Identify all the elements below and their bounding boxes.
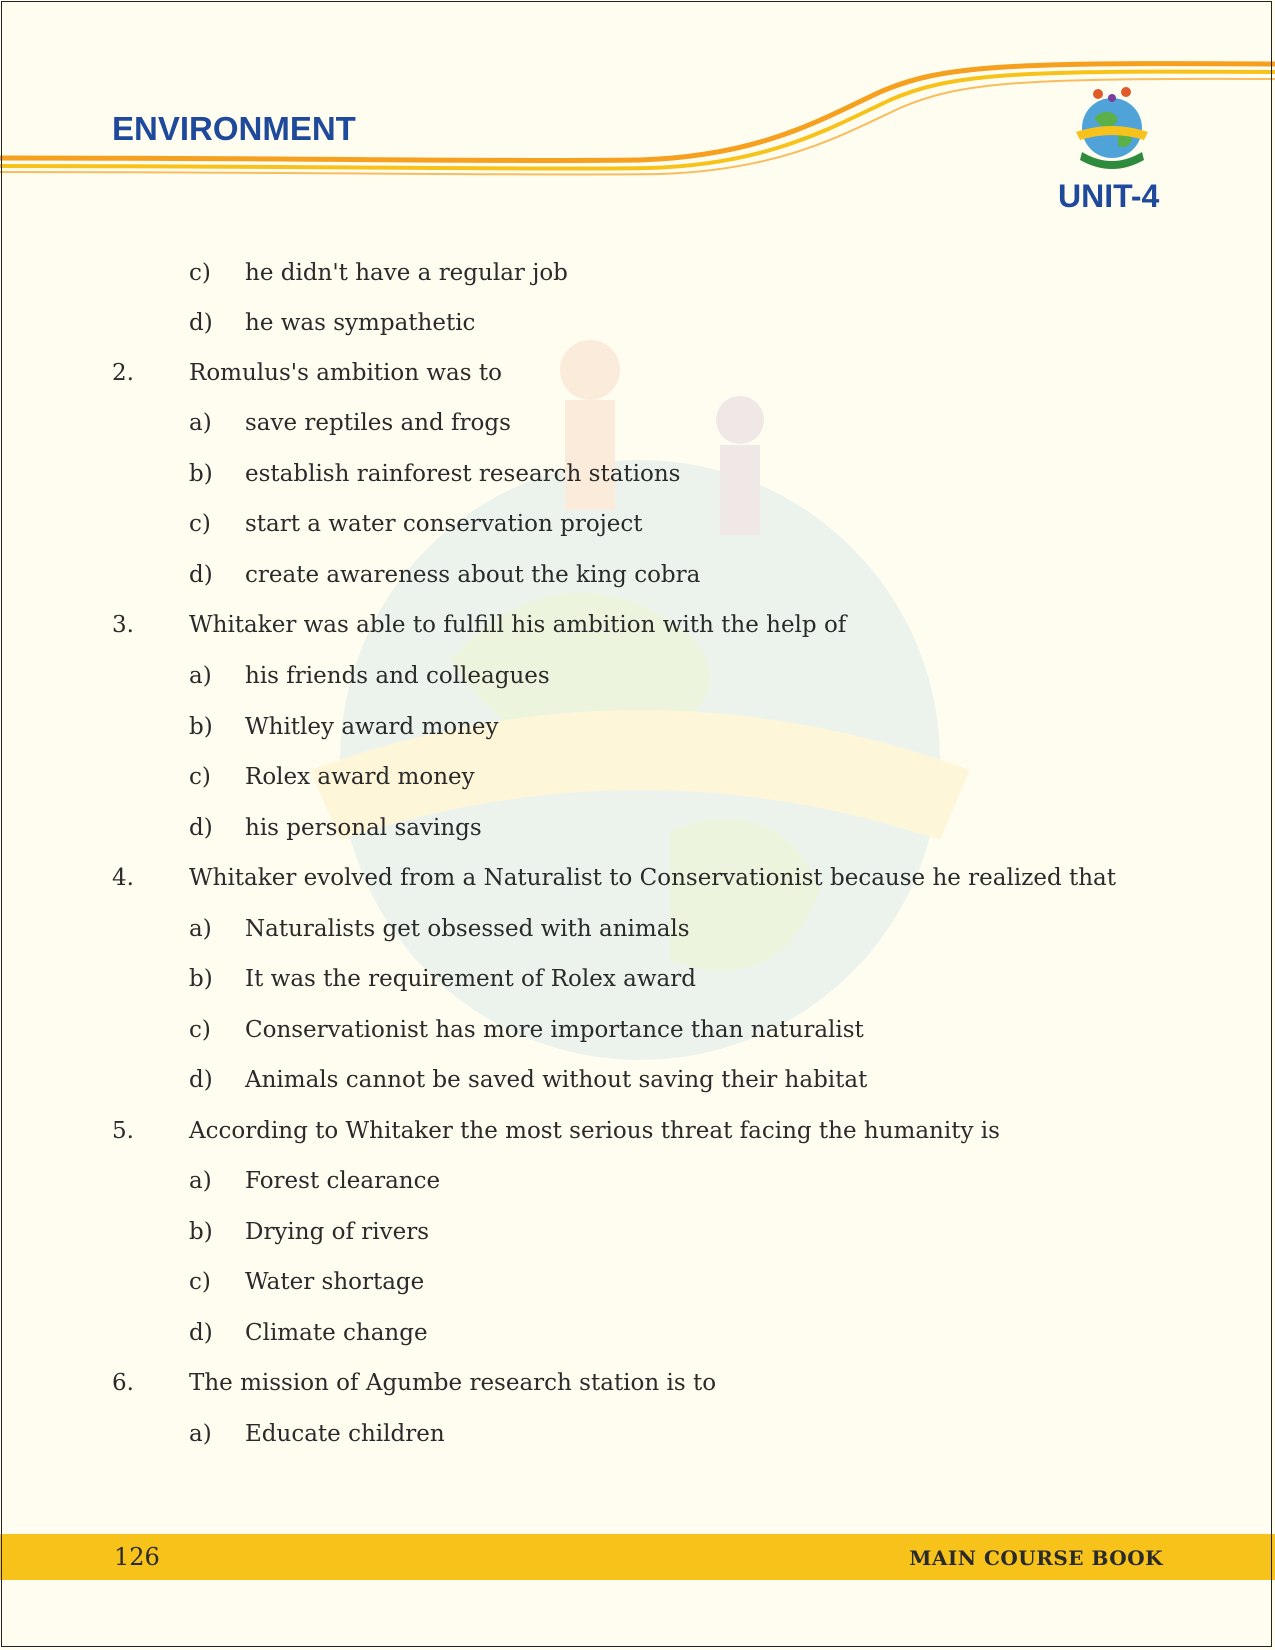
option-text: Animals cannot be saved without saving their habitat <box>245 1067 868 1093</box>
option-letter: c) <box>189 764 211 790</box>
question-text: Whitaker was able to fulfill his ambition with the help of <box>189 612 847 638</box>
option-letter: a) <box>189 1168 212 1194</box>
question-number: 4. <box>112 865 134 891</box>
question-number: 3. <box>112 612 134 638</box>
option-text: save reptiles and frogs <box>245 410 511 436</box>
option-letter: b) <box>189 714 213 740</box>
option-letter: b) <box>189 966 213 992</box>
question-text: Romulus's ambition was to <box>189 360 502 386</box>
option-letter: c) <box>189 1269 211 1295</box>
option-text: his personal savings <box>245 815 482 841</box>
option-letter: b) <box>189 1219 213 1245</box>
option-letter: d) <box>189 1320 213 1346</box>
option-text: start a water conservation project <box>245 511 643 537</box>
question-number: 2. <box>112 360 134 386</box>
option-text: establish rainforest research stations <box>245 461 681 487</box>
option-letter: d) <box>189 1067 213 1093</box>
option-text: Educate children <box>245 1421 445 1447</box>
option-text: Conservationist has more importance than naturalist <box>245 1017 864 1043</box>
section-title: ENVIRONMENT <box>112 110 356 147</box>
option-text: Drying of rivers <box>245 1219 430 1245</box>
option-letter: c) <box>189 1017 211 1043</box>
question-text: According to Whitaker the most serious threat facing the humanity is <box>189 1118 1000 1144</box>
option-letter: d) <box>189 310 213 336</box>
option-letter: b) <box>189 461 213 487</box>
question-text: The mission of Agumbe research station is to <box>189 1370 717 1396</box>
option-text: Rolex award money <box>245 764 475 790</box>
option-letter: a) <box>189 663 212 689</box>
option-text: Water shortage <box>245 1269 425 1295</box>
option-text: It was the requirement of Rolex award <box>245 966 696 992</box>
option-text: Forest clearance <box>245 1168 441 1194</box>
option-letter: c) <box>189 511 211 537</box>
option-text: he didn't have a regular job <box>245 260 568 286</box>
option-letter: a) <box>189 916 212 942</box>
option-letter: a) <box>189 1421 212 1447</box>
option-letter: c) <box>189 260 211 286</box>
question-number: 5. <box>112 1118 134 1144</box>
option-letter: d) <box>189 815 213 841</box>
option-text: his friends and colleagues <box>245 663 550 689</box>
option-letter: a) <box>189 410 212 436</box>
globe-children-logo-icon <box>1068 82 1156 178</box>
option-text: Whitley award money <box>245 714 499 740</box>
option-text: Naturalists get obsessed with animals <box>245 916 690 942</box>
book-name: MAIN COURSE BOOK <box>909 1546 1163 1570</box>
option-text: Climate change <box>245 1320 428 1346</box>
question-text: Whitaker evolved from a Naturalist to Conservationist because he realized that <box>189 865 1116 891</box>
page-number: 126 <box>114 1543 160 1571</box>
option-text: he was sympathetic <box>245 310 476 336</box>
option-text: create awareness about the king cobra <box>245 562 701 588</box>
question-number: 6. <box>112 1370 134 1396</box>
option-letter: d) <box>189 562 213 588</box>
unit-number: UNIT-4 <box>1058 178 1160 214</box>
